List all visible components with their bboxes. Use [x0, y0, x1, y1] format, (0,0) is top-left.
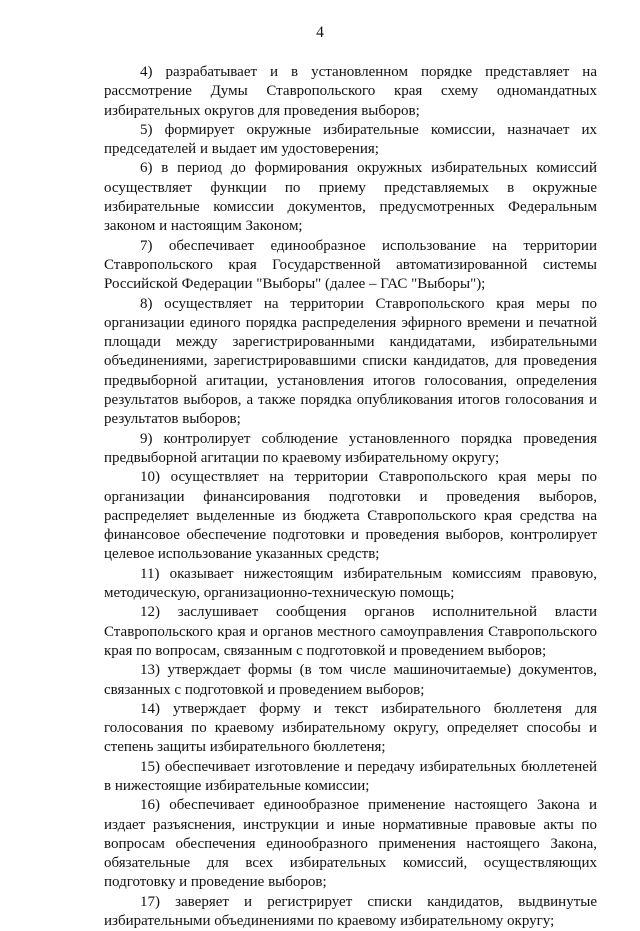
- paragraph-item-13: 13) утверждает формы (в том числе машиночитаемые) документов, связанных с подготовкой и проведением выборов;: [104, 662, 597, 698]
- paragraph-item-14: 14) утверждает форму и текст избирательного бюллетеня для голосования по краевому избирательному округу, определяет способы и степень защиты избирательного бюллетеня;: [104, 700, 597, 756]
- paragraph-item-11: 11) оказывает нижестоящим избирательным комиссиям правовую, методическую, организационно-техническую помощь;: [104, 565, 597, 602]
- paragraph-item-9: 9) контролирует соблюдение установленного порядка проведения предвыборной агитации по краевому избирательному округу;: [104, 430, 597, 466]
- paragraph-item-16: 16) обеспечивает единообразное применение настоящего Закона и издает разъяснения, инструкции и иные нормативные правовые акты по вопросам обеспечения единообразного применения настоящего Закона, обязательные для всех избирательных комиссий, осуществляющих подготовку и проведение выборов;: [104, 797, 597, 891]
- paragraph-item-5: 5) формирует окружные избирательные комиссии, назначает их председателей и выдает им удостоверения;: [104, 121, 597, 158]
- paragraph-item-7: 7) обеспечивает единообразное использование на территории Ставропольского края Государственной автоматизированной системы Российской Федерации "Выборы" (далее – ГАС "Выборы");: [104, 237, 597, 293]
- paragraph-item-8: 8) осуществляет на территории Ставропольского края меры по организации единого порядка распределения эфирного времени и печатной площади между зарегистрированными кандидатами, избирательными объединениями, зарегистрировавшими списки кандидатов, для проведения предвыборной агитации, установления итогов голосования, определения результатов выборов, а также порядка опубликования итогов голосования и результатов выборов;: [104, 295, 597, 428]
- paragraph-item-10: 10) осуществляет на территории Ставропольского края меры по организации финансирования подготовки и проведения выборов, распределяет выделенные из бюджета Ставропольского края средства на финансовое обеспечение подготовки и проведения выборов, контролирует целевое использование указанных средств;: [104, 469, 597, 563]
- paragraph-item-15: 15) обеспечивает изготовление и передачу избирательных бюллетеней в нижестоящие избирательные комиссии;: [104, 758, 597, 794]
- paragraph-item-17: 17) заверяет и регистрирует списки кандидатов, выдвинутые избирательными объединениями по краевому избирательному округу;: [104, 893, 597, 930]
- paragraph-item-4: 4) разрабатывает и в установленном порядке представляет на рассмотрение Думы Ставропольского края схему одномандатных избирательных округов для проведения выборов;: [104, 64, 597, 119]
- page-number: 4: [316, 24, 324, 41]
- document-body: [104, 63, 597, 931]
- paragraph-item-12: 12) заслушивает сообщения органов исполнительной власти Ставропольского края и органов местного самоуправления Ставропольского края по вопросам, связанным с подготовкой и проведением выборов;: [104, 604, 597, 659]
- paragraph-item-6: 6) в период до формирования окружных избирательных комиссий осуществляет функции по приему представляемых в окружные избирательные комиссии документов, предусмотренных Федеральным законом и настоящим Законом;: [104, 160, 597, 235]
